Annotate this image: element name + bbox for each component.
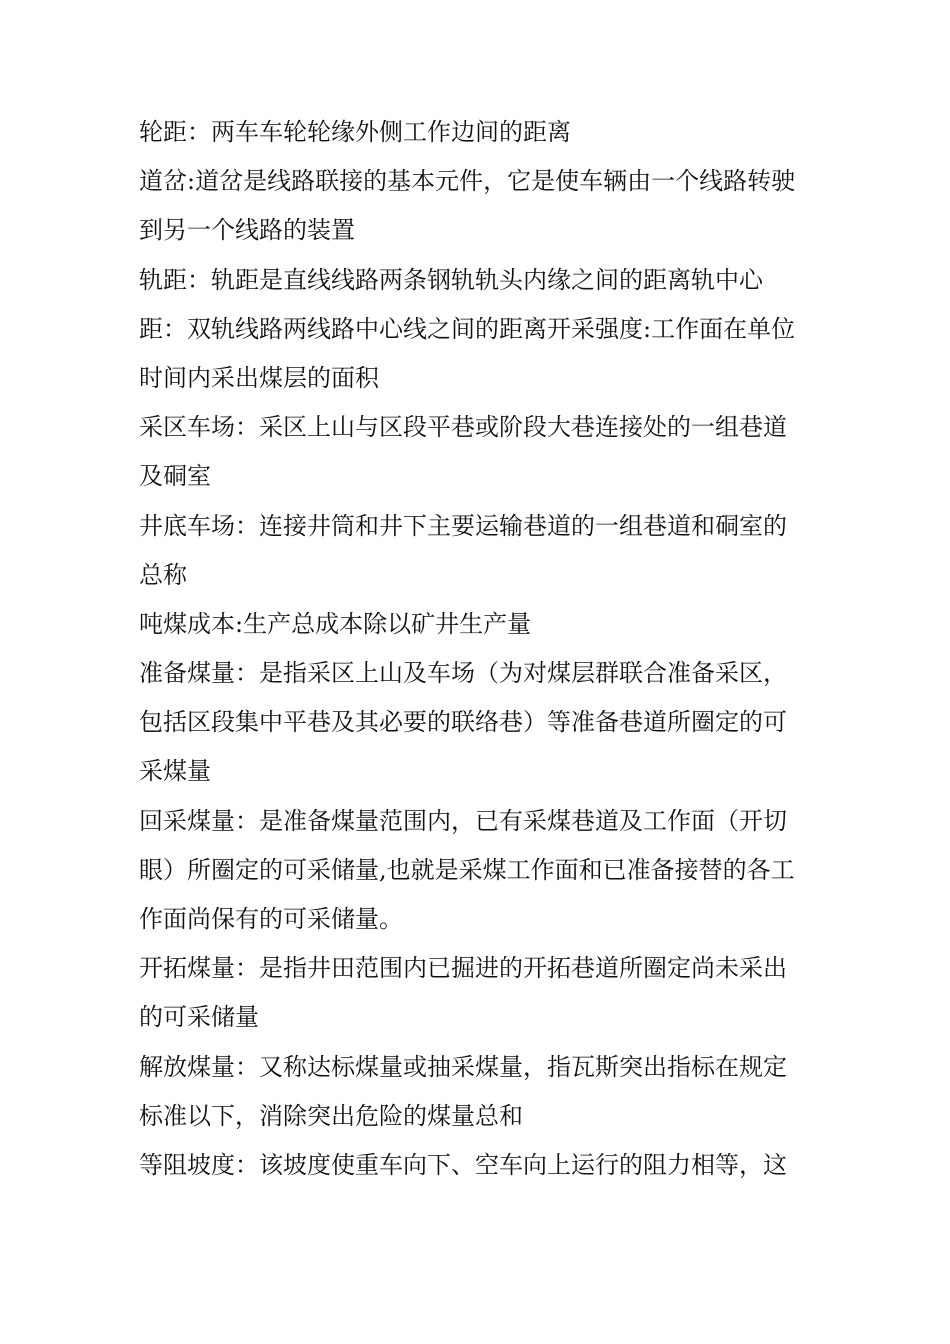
text-line: 距：双轨线路两线路中心线之间的距离开采强度:工作面在单位: [139, 314, 796, 343]
text-line: 包括区段集中平巷及其必要的联络巷）等准备巷道所圈定的可: [139, 708, 787, 737]
text-line: 及硐室: [139, 462, 211, 491]
text-line: 道岔:道岔是线路联接的基本元件，它是使车辆由一个线路转驶: [139, 167, 796, 196]
text-line: 作面尚保有的可采储量。: [139, 905, 403, 933]
text-line: 采煤量: [139, 757, 211, 786]
text-line: 标准以下，消除突出危险的煤量总和: [139, 1101, 523, 1130]
text-line: 准备煤量：是指采区上山及车场（为对煤层群联合准备采区，: [139, 659, 787, 688]
text-line: 解放煤量：又称达标煤量或抽采煤量，指瓦斯突出指标在规定: [139, 1052, 787, 1081]
text-line: 眼）所圈定的可采储量,也就是采煤工作面和已准备接替的各工: [139, 855, 795, 884]
text-line: 轮距：两车车轮轮缘外侧工作边间的距离: [139, 118, 571, 146]
text-line: 总称: [139, 560, 187, 589]
text-line: 采区车场：采区上山与区段平巷或阶段大巷连接处的一组巷道: [139, 413, 787, 442]
text-line: 轨距：轨距是直线线路两条钢轨轨头内缘之间的距离轨中心: [139, 265, 763, 294]
text-line: 的可采储量: [139, 1003, 259, 1032]
text-line: 井底车场：连接井筒和井下主要运输巷道的一组巷道和硐室的: [139, 511, 787, 540]
text-line: 到另一个线路的装置: [139, 216, 355, 245]
text-line: 时间内采出煤层的面积: [139, 363, 379, 392]
body-text: [139, 108, 819, 1190]
text-line: 吨煤成本:生产总成本除以矿井生产量: [139, 609, 532, 638]
text-line: 等阻坡度：该坡度使重车向下、空车向上运行的阻力相等，这: [139, 1150, 787, 1179]
text-line: 回采煤量：是准备煤量范围内，已有采煤巷道及工作面（开切: [139, 806, 787, 835]
text-line: 开拓煤量：是指井田范围内已掘进的开拓巷道所圈定尚未采出: [139, 954, 787, 983]
